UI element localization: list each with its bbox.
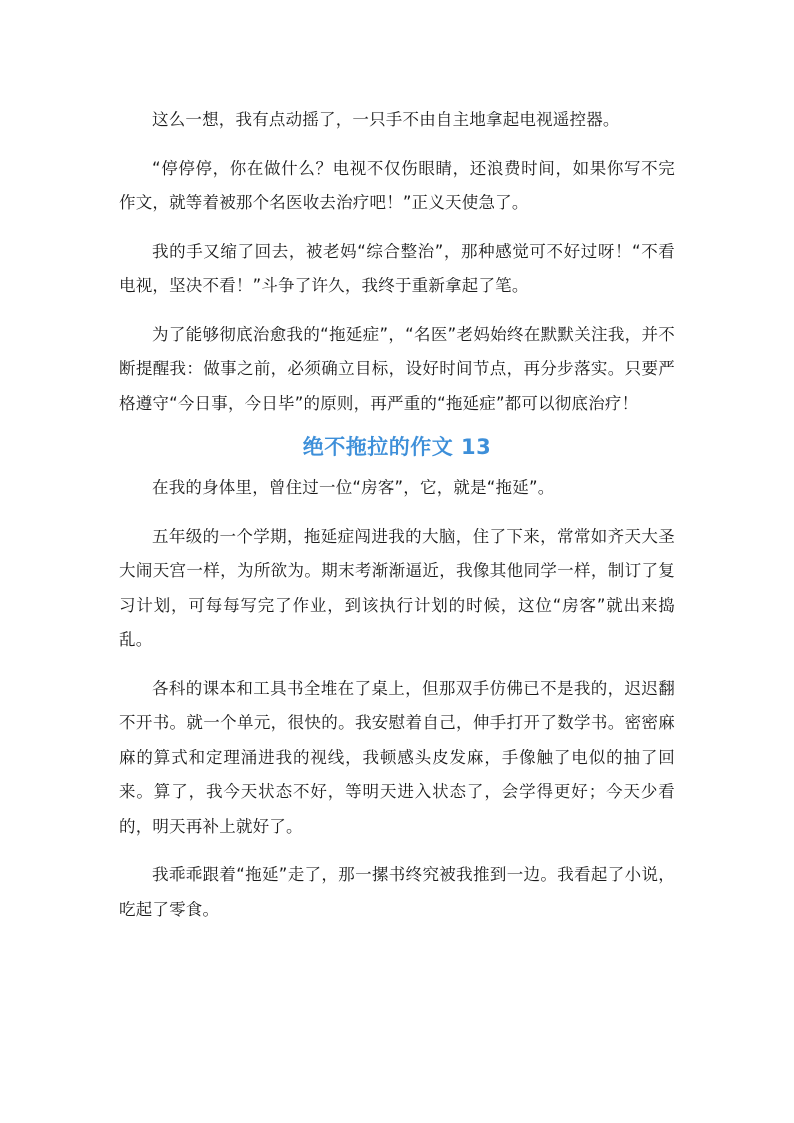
paragraph: 在我的身体里，曾住过一位“房客”，它，就是“拖延”。 — [152, 478, 555, 497]
paragraph: “停停停，你在做什么？电视不仅伤眼睛，还浪费时间，如果你写不完作文，就等着被那个名医收去治疗吧！”正义天使急了。 — [119, 158, 675, 212]
paragraph: 这么一想，我有点动摇了，一只手不由自主地拿起电视遥控器。 — [152, 110, 620, 129]
document-body — [119, 103, 675, 927]
paragraph: 五年级的一个学期，拖延症闯进我的大脑，住了下来，常常如齐天大圣大闹天宫一样，为所欲为。期末考渐渐逼近，我像其他同学一样，制订了复习计划，可每每写完了作业，到该执行计划的时候，这位“房客”就出来捣乱。 — [119, 526, 675, 649]
section-heading: 绝不拖拉的作文 13 — [302, 435, 492, 459]
paragraph: 我乖乖跟着“拖延”走了，那一摞书终究被我推到一边。我看起了小说，吃起了零食。 — [119, 865, 675, 919]
paragraph: 我的手又缩了回去，被老妈“综合整治”，那种感觉可不好过呀！“不看电视，坚决不看！”斗争了许久，我终于重新拿起了笔。 — [119, 241, 675, 295]
paragraph: 各科的课本和工具书全堆在了桌上，但那双手仿佛已不是我的，迟迟翻不开书。就一个单元，很快的。我安慰着自己，伸手打开了数学书。密密麻麻的算式和定理涌进我的视线，我顿感头皮发麻，手像触了电似的抽了回来。算了，我今天状态不好，等明天进入状态了，会学得更好；今天少看的，明天再补上就好了。 — [119, 678, 675, 836]
paragraph: 为了能够彻底治愈我的“拖延症”，“名医”老妈始终在默默关注我，并不断提醒我：做事之前，必须确立目标，设好时间节点，再分步落实。只要严格遵守“今日事，今日毕”的原则，再严重的“拖延症”都可以彻底治疗！ — [119, 324, 675, 413]
